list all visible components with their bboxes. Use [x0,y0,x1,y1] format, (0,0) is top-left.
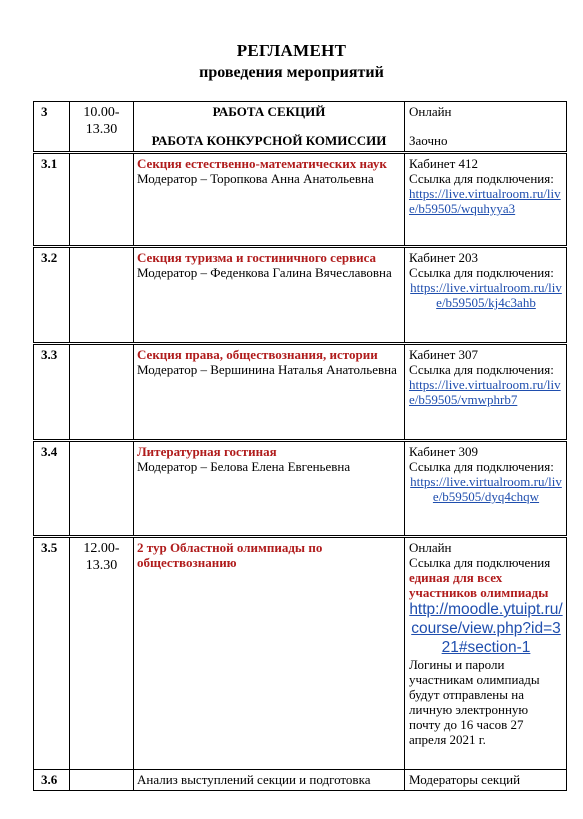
row-responsible: Модераторы секций [405,770,567,791]
sections-work-label: РАБОТА СЕКЦИЙ [212,104,326,119]
commission-work-label: РАБОТА КОНКУРСНОЙ КОМИССИИ [151,133,387,148]
section-moderator: Модератор – Вершинина Наталья Анатольевна [137,362,397,377]
row-time: 12.00-13.30 [70,537,134,770]
row-number: 3.5 [34,537,70,770]
moodle-link[interactable]: http://moodle.ytuipt.ru/course/view.php?id=321#section-1 [409,601,563,656]
row-number: 3.4 [34,441,70,537]
row-description [134,247,405,344]
row-number: 3.6 [34,770,70,791]
table-row-analysis [34,770,567,791]
row-description [134,441,405,537]
format-online: Онлайн [409,104,452,119]
table-row-olympiad [34,537,567,770]
connection-link[interactable]: https://live.virtualroom.ru/live/b59505/kj4c3ahb [410,280,562,310]
connection-link[interactable]: https://live.virtualroom.ru/live/b59505/dyq4chqw [410,474,562,504]
row-format [405,102,567,153]
link-label: Ссылка для подключения: [409,362,554,377]
row-description [134,153,405,247]
link-label: Ссылка для подключения [409,555,551,570]
row-number: 3 [34,102,70,153]
login-note: Логины и пароли участникам олимпиады будут отправлены на личную электронную почту до 16 часов 27 апреля 2021 г. [409,657,540,747]
format-online: Онлайн [409,540,452,555]
row-description [134,537,405,770]
row-time [70,770,134,791]
connection-link[interactable]: https://live.virtualroom.ru/live/b59505/wquhyya3 [409,186,561,216]
connection-link[interactable]: https://live.virtualroom.ru/live/b59505/vmwphrb7 [409,377,561,407]
row-time [70,247,134,344]
document-subtitle: проведения мероприятий [199,64,384,81]
section-title: Секция естественно-математических наук [137,156,387,171]
olympiad-link-description [409,555,563,600]
table-row [34,153,567,247]
section-moderator: Модератор – Белова Елена Евгеньевна [137,459,351,474]
row-description: Анализ выступлений секции и подготовка [134,770,405,791]
row-location [405,441,567,537]
row-location [405,344,567,441]
table-row [34,247,567,344]
row-number: 3.3 [34,344,70,441]
row-description [134,102,405,153]
room-label: Кабинет 203 [409,250,478,265]
row-time [70,344,134,441]
room-label: Кабинет 307 [409,347,478,362]
row-number: 3.2 [34,247,70,344]
row-location [405,537,567,770]
schedule-table [33,101,567,791]
link-label: Ссылка для подключения: [409,459,554,474]
document-title: РЕГЛАМЕНТ [236,41,347,60]
section-title: Секция туризма и гостиничного сервиса [137,250,377,265]
table-row [34,344,567,441]
shared-link-note: единая для всех участников олимпиады [409,570,549,600]
section-title: Литературная гостиная [137,444,277,459]
row-description [134,344,405,441]
link-label: Ссылка для подключения: [409,171,554,186]
table-row-3 [34,102,567,153]
table-row [34,441,567,537]
row-time [70,441,134,537]
format-correspondence: Заочно [409,133,448,148]
link-label: Ссылка для подключения: [409,265,554,280]
row-location [405,247,567,344]
room-label: Кабинет 412 [409,156,478,171]
olympiad-title: 2 тур Областной олимпиады по обществознанию [137,540,323,570]
row-location [405,153,567,247]
section-title: Секция права, обществознания, истории [137,347,378,362]
row-time: 10.00-13.30 [70,102,134,153]
section-moderator: Модератор – Феденкова Галина Вячеславовна [137,265,392,280]
room-label: Кабинет 309 [409,444,478,459]
row-number: 3.1 [34,153,70,247]
row-time [70,153,134,247]
document-header [0,41,583,83]
section-moderator: Модератор – Торопкова Анна Анатольевна [137,171,374,186]
